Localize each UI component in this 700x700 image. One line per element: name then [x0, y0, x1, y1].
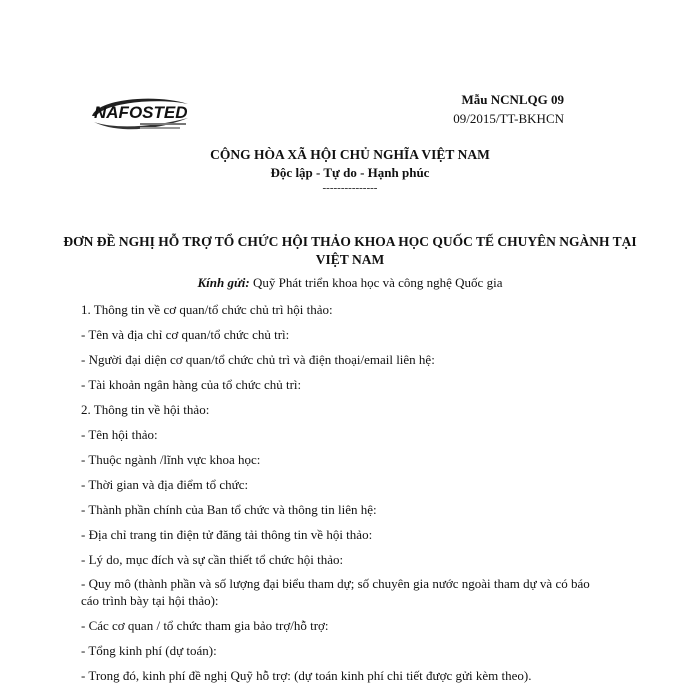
form-line: - Thành phần chính của Ban tổ chức và thông tin liên hệ: — [81, 502, 377, 517]
form-line: - Lý do, mục đích và sự cần thiết tổ chức hội thảo: — [81, 552, 344, 567]
form-code-block — [453, 90, 564, 128]
document-title: ĐƠN ĐỀ NGHỊ HỖ TRỢ TỔ CHỨC HỘI THẢO KHOA HỌC QUỐC TẾ CHUYÊN NGÀNH TẠI VIỆT NAM — [63, 234, 637, 267]
section-1-heading: 1. Thông tin về cơ quan/tổ chức chủ trì hội thảo: — [81, 302, 333, 317]
form-line: - Trong đó, kinh phí đề nghị Quỹ hỗ trợ: (dự toán kinh phí chi tiết được gửi kèm theo). — [81, 668, 532, 683]
form-line: - Người đại diện cơ quan/tổ chức chủ trì và điện thoại/email liên hệ: — [81, 352, 435, 367]
national-header — [0, 146, 700, 194]
recipient-label: Kính gửi: — [197, 275, 250, 290]
logo-text: NAFOSTED — [94, 103, 188, 122]
national-motto: Độc lập - Tự do - Hạnh phúc — [270, 165, 430, 180]
section-2-heading: 2. Thông tin về hội thảo: — [81, 402, 210, 417]
form-line: - Tài khoản ngân hàng của tổ chức chủ trì: — [81, 377, 302, 392]
nafosted-logo-icon — [88, 96, 192, 136]
form-code: Mẫu NCNLQG 09 — [461, 92, 564, 107]
header-rule: --------------- — [322, 182, 378, 194]
form-line: - Tên hội thảo: — [81, 427, 158, 442]
form-line: - Các cơ quan / tổ chức tham gia bảo trợ/hỗ trợ: — [81, 618, 329, 633]
recipient-value: Quỹ Phát triển khoa học và công nghệ Quốc gia — [249, 275, 503, 290]
recipient-line — [0, 274, 700, 292]
form-line: - Tên và địa chỉ cơ quan/tổ chức chủ trì: — [81, 327, 290, 342]
circular-number: 09/2015/TT-BKHCN — [453, 111, 564, 126]
form-line: - Địa chỉ trang tin điện tử đăng tải thông tin về hội thảo: — [81, 527, 373, 542]
country-name: CỘNG HÒA XÃ HỘI CHỦ NGHĨA VIỆT NAM — [210, 147, 490, 162]
form-line: - Thời gian và địa điểm tổ chức: — [81, 477, 249, 492]
nafosted-logo — [88, 96, 192, 136]
form-line: - Thuộc ngành /lĩnh vực khoa học: — [81, 452, 261, 467]
form-line: - Quy mô (thành phần và số lượng đại biểu tham dự; số chuyên gia nước ngoài tham dự và có báo cáo trình bày tại hội thảo): — [81, 576, 590, 608]
form-line: - Tổng kinh phí (dự toán): — [81, 643, 217, 658]
